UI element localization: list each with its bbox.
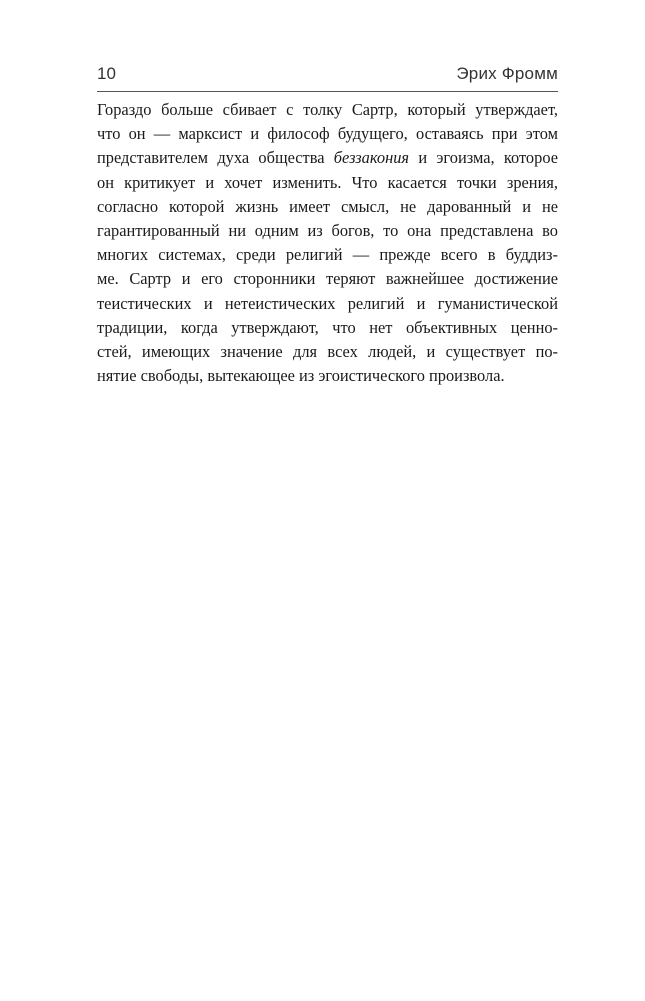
text-run: стей, имеющих значение для всех людей, и существует по- [97,341,558,361]
text-run: многих системах, среди религий — прежде всего в буддиз- [97,245,558,265]
text-line [97,364,558,388]
emphasis-text: беззакония [333,148,410,168]
text-run: представителем духа общества [97,148,334,168]
text-run: он критикует и хочет изменить. Что касается точки зрения, [97,172,558,192]
text-run: теистических и нетеистических религий и гуманистической [97,293,558,313]
text-line [97,122,558,146]
text-run: традиции, когда утверждают, что нет объективных ценно- [97,317,558,337]
text-line [97,267,558,291]
text-line [97,171,558,195]
text-run: и эгоизма, которое [409,148,558,168]
text-run: Гораздо больше сбивает с толку Сартр, который утверждает, [97,100,558,119]
running-head [97,64,558,88]
text-line [97,292,558,316]
header-rule [97,91,558,92]
page-number: 10 [97,64,116,83]
text-line [97,98,558,122]
text-line [97,146,558,170]
text-line [97,316,558,340]
text-line [97,340,558,364]
running-title: Эрих Фромм [456,64,558,83]
text-run: нятие свободы, вытекающее из эгоистического произвола. [97,366,505,386]
text-run: гарантированный ни одним из богов, то она представлена во [97,220,558,240]
text-line [97,195,558,219]
body-paragraph [97,98,558,388]
text-run: что он — марксист и философ будущего, оставаясь при этом [97,124,558,144]
text-run: ме. Сартр и его сторонники теряют важнейшее достижение [97,269,558,289]
text-run: согласно которой жизнь имеет смысл, не дарованный и не [97,196,558,216]
text-line [97,243,558,267]
text-line [97,219,558,243]
